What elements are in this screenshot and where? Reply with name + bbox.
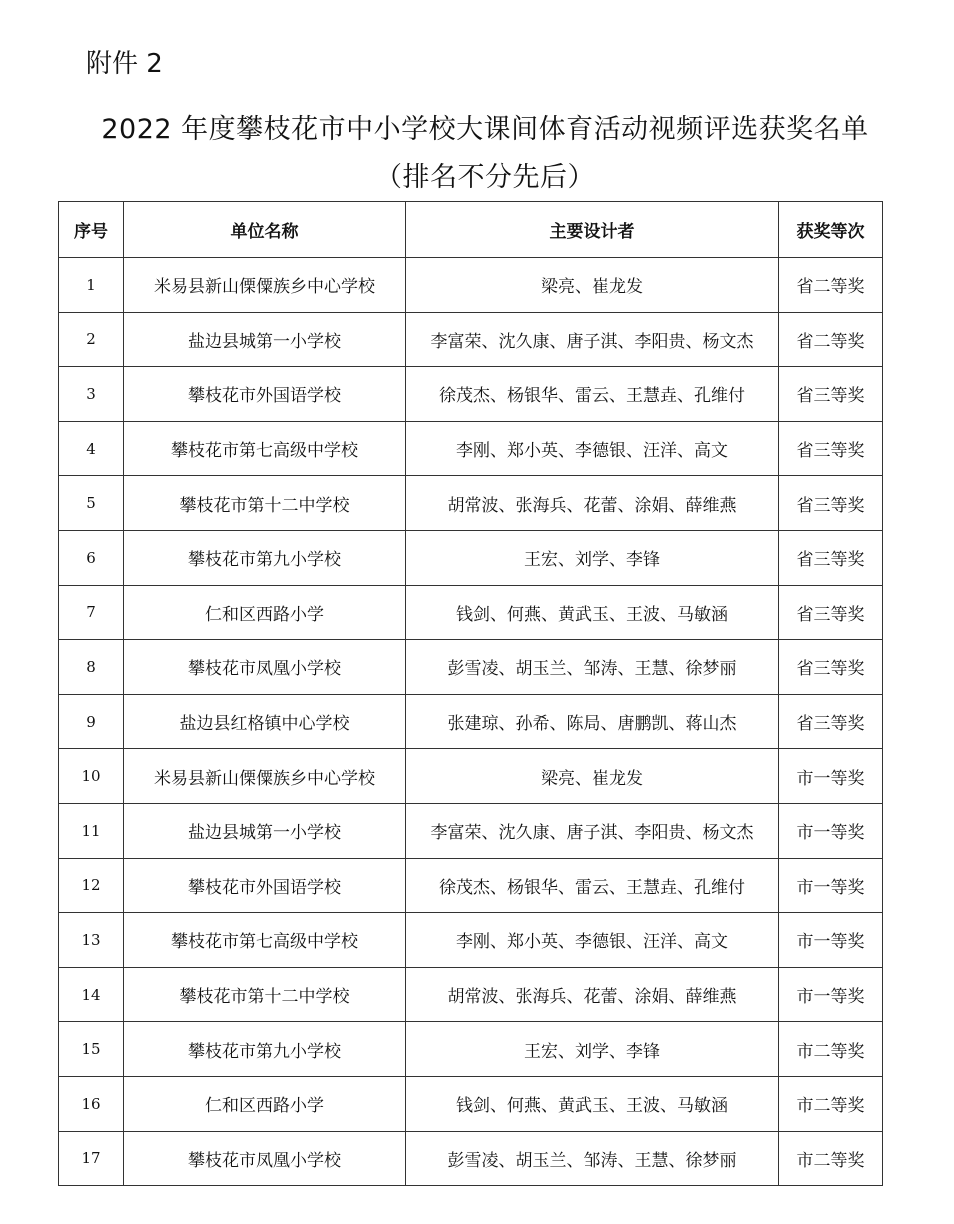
- serial-number-cell: 17: [59, 1131, 124, 1186]
- table-row: [59, 749, 883, 804]
- unit-name-cell: 攀枝花市外国语学校: [124, 367, 406, 422]
- table-row: [59, 913, 883, 968]
- header-main-designers: 主要设计者: [406, 202, 779, 258]
- award-level-cell: 市二等奖: [779, 1022, 883, 1077]
- designers-cell: 王宏、刘学、李锋: [406, 1022, 779, 1077]
- award-level-cell: 省三等奖: [779, 367, 883, 422]
- designers-cell: 钱剑、何燕、黄武玉、王波、马敏涵: [406, 1076, 779, 1131]
- serial-number-cell: 11: [59, 803, 124, 858]
- serial-number-cell: 6: [59, 530, 124, 585]
- table-row: [59, 367, 883, 422]
- unit-name-cell: 盐边县城第一小学校: [124, 803, 406, 858]
- award-level-cell: 市二等奖: [779, 1131, 883, 1186]
- unit-name-cell: 攀枝花市凤凰小学校: [124, 640, 406, 695]
- unit-name-cell: 仁和区西路小学: [124, 1076, 406, 1131]
- header-award-level: 获奖等次: [779, 202, 883, 258]
- award-level-cell: 市二等奖: [779, 1076, 883, 1131]
- header-serial-number: 序号: [59, 202, 124, 258]
- table-row: [59, 967, 883, 1022]
- designers-cell: 胡常波、张海兵、花蕾、涂娟、薛维燕: [406, 967, 779, 1022]
- unit-name-cell: 攀枝花市第七高级中学校: [124, 913, 406, 968]
- designers-cell: 张建琼、孙希、陈局、唐鹏凯、蒋山杰: [406, 694, 779, 749]
- award-level-cell: 省三等奖: [779, 530, 883, 585]
- serial-number-cell: 14: [59, 967, 124, 1022]
- award-level-cell: 市一等奖: [779, 967, 883, 1022]
- table-header: [59, 202, 883, 258]
- award-level-cell: 省三等奖: [779, 476, 883, 531]
- unit-name-cell: 米易县新山傈僳族乡中心学校: [124, 749, 406, 804]
- award-level-cell: 市一等奖: [779, 803, 883, 858]
- table-row: [59, 858, 883, 913]
- designers-cell: 彭雪凌、胡玉兰、邹涛、王慧、徐梦丽: [406, 1131, 779, 1186]
- unit-name-cell: 攀枝花市外国语学校: [124, 858, 406, 913]
- designers-cell: 王宏、刘学、李锋: [406, 530, 779, 585]
- award-level-cell: 省三等奖: [779, 640, 883, 695]
- attachment-label: 附件 2: [86, 49, 163, 79]
- designers-cell: 胡常波、张海兵、花蕾、涂娟、薛维燕: [406, 476, 779, 531]
- table-row: [59, 694, 883, 749]
- unit-name-cell: 仁和区西路小学: [124, 585, 406, 640]
- award-list-table: [58, 201, 883, 1186]
- unit-name-cell: 米易县新山傈僳族乡中心学校: [124, 258, 406, 313]
- designers-cell: 徐茂杰、杨银华、雷云、王慧垚、孔维付: [406, 367, 779, 422]
- header-unit-name: 单位名称: [124, 202, 406, 258]
- award-level-cell: 市一等奖: [779, 913, 883, 968]
- designers-cell: 徐茂杰、杨银华、雷云、王慧垚、孔维付: [406, 858, 779, 913]
- serial-number-cell: 8: [59, 640, 124, 695]
- serial-number-cell: 2: [59, 312, 124, 367]
- table-row: [59, 476, 883, 531]
- table-body: [59, 258, 883, 1186]
- table-row: [59, 530, 883, 585]
- designers-cell: 李富荣、沈久康、唐子淇、李阳贵、杨文杰: [406, 312, 779, 367]
- table-row: [59, 1076, 883, 1131]
- award-level-cell: 省三等奖: [779, 585, 883, 640]
- table-row: [59, 803, 883, 858]
- serial-number-cell: 5: [59, 476, 124, 531]
- serial-number-cell: 4: [59, 421, 124, 476]
- award-level-cell: 市一等奖: [779, 858, 883, 913]
- award-level-cell: 市一等奖: [779, 749, 883, 804]
- document-subtitle: （排名不分先后）: [375, 162, 595, 193]
- serial-number-cell: 1: [59, 258, 124, 313]
- unit-name-cell: 攀枝花市第七高级中学校: [124, 421, 406, 476]
- unit-name-cell: 盐边县城第一小学校: [124, 312, 406, 367]
- unit-name-cell: 攀枝花市第十二中学校: [124, 476, 406, 531]
- table-row: [59, 312, 883, 367]
- designers-cell: 李刚、郑小英、李德银、汪洋、高文: [406, 913, 779, 968]
- designers-cell: 梁亮、崔龙发: [406, 258, 779, 313]
- award-level-cell: 省二等奖: [779, 258, 883, 313]
- unit-name-cell: 盐边县红格镇中心学校: [124, 694, 406, 749]
- designers-cell: 李富荣、沈久康、唐子淇、李阳贵、杨文杰: [406, 803, 779, 858]
- table-row: [59, 585, 883, 640]
- serial-number-cell: 7: [59, 585, 124, 640]
- designers-cell: 李刚、郑小英、李德银、汪洋、高文: [406, 421, 779, 476]
- table-row: [59, 421, 883, 476]
- table-row: [59, 258, 883, 313]
- unit-name-cell: 攀枝花市第九小学校: [124, 1022, 406, 1077]
- table-row: [59, 640, 883, 695]
- table-row: [59, 1131, 883, 1186]
- designers-cell: 梁亮、崔龙发: [406, 749, 779, 804]
- serial-number-cell: 16: [59, 1076, 124, 1131]
- table-row: [59, 1022, 883, 1077]
- serial-number-cell: 13: [59, 913, 124, 968]
- designers-cell: 钱剑、何燕、黄武玉、王波、马敏涵: [406, 585, 779, 640]
- unit-name-cell: 攀枝花市凤凰小学校: [124, 1131, 406, 1186]
- serial-number-cell: 15: [59, 1022, 124, 1077]
- award-level-cell: 省三等奖: [779, 421, 883, 476]
- serial-number-cell: 10: [59, 749, 124, 804]
- header-row: [59, 202, 883, 258]
- serial-number-cell: 3: [59, 367, 124, 422]
- unit-name-cell: 攀枝花市第九小学校: [124, 530, 406, 585]
- award-level-cell: 省三等奖: [779, 694, 883, 749]
- unit-name-cell: 攀枝花市第十二中学校: [124, 967, 406, 1022]
- serial-number-cell: 9: [59, 694, 124, 749]
- award-level-cell: 省二等奖: [779, 312, 883, 367]
- serial-number-cell: 12: [59, 858, 124, 913]
- designers-cell: 彭雪凌、胡玉兰、邹涛、王慧、徐梦丽: [406, 640, 779, 695]
- document-title: 2022 年度攀枝花市中小学校大课间体育活动视频评选获奖名单: [101, 114, 869, 145]
